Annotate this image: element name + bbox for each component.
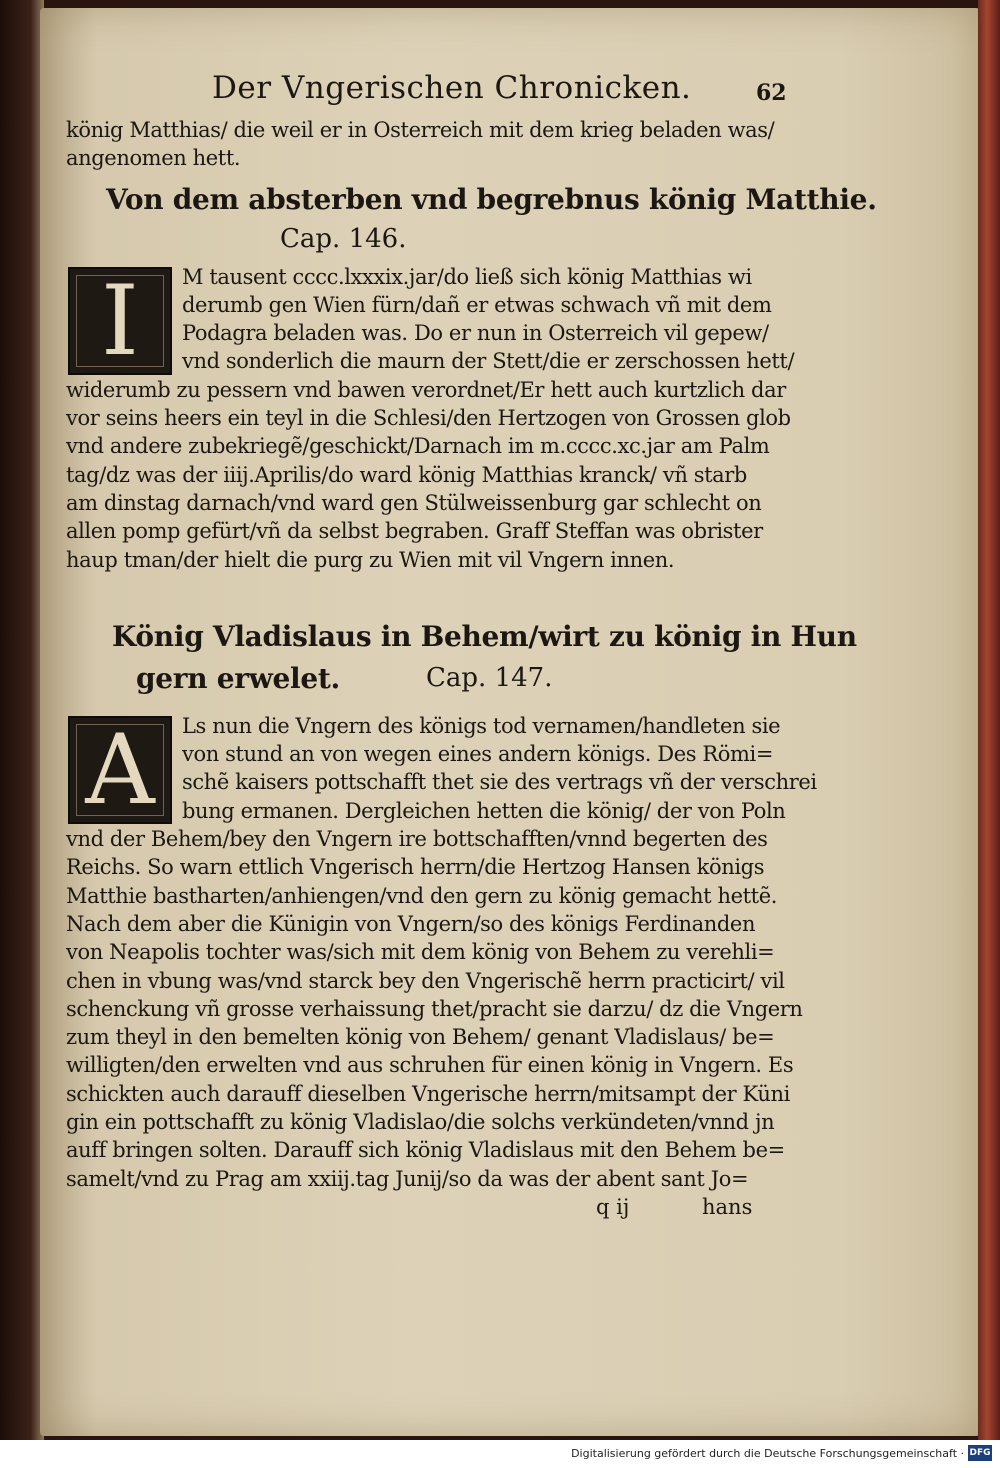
text-line: Nach dem aber die Künigin von Vngern/so des königs Ferdinanden — [66, 911, 756, 936]
page-header — [66, 70, 796, 116]
text-line: M tausent cccc.lxxxix.jar/do ließ sich könig Matthias wi — [182, 264, 752, 289]
text-line: haup tman/der hielt die purg zu Wien mit vil Vngern innen. — [66, 547, 675, 572]
text-line: auff bringen solten. Darauff sich könig Vladislaus mit den Behem be= — [66, 1138, 785, 1163]
text-line: allen pomp gefürt/vñ da selbst begraben. Graff Steffan was obrister — [66, 519, 763, 544]
text-line: samelt/vnd zu Prag am xxiij.tag Junij/so da was der abent sant Jo= — [66, 1166, 749, 1191]
text-line: tag/dz was der iiij.Aprilis/do ward könig Matthias kranck/ vñ starb — [66, 462, 747, 487]
chapter-heading: Von dem absterben vnd begrebnus könig Matthie. — [106, 182, 877, 216]
text-line: vnd der Behem/bey den Vngern ire bottschafften/vnnd begerten des — [66, 827, 768, 852]
text-line: widerumb zu pessern vnd bawen verordnet/Er hett auch kurtzlich dar — [66, 377, 786, 402]
red-page-edge — [978, 0, 1000, 1440]
text-line: Podagra beladen was. Do er nun in Osterreich vil gepew/ — [182, 321, 769, 346]
text-line: vnd andere zubekriegẽ/geschickt/Darnach im m.cccc.xc.jar am Palm — [66, 434, 770, 459]
text-line: derumb gen Wien fürn/dañ er etwas schwach vñ mit dem — [182, 292, 772, 317]
text-line: vor seins heers ein teyl in die Schlesi/den Hertzogen von Grossen glob — [66, 406, 791, 431]
chapter-147 — [66, 616, 857, 1223]
text-line: schẽ kaisers pottschafft thet sie des vertrags vñ der verschrei — [182, 770, 817, 795]
folio-number: 62 — [756, 80, 787, 106]
text-line: von Neapolis tochter was/sich mit dem könig von Behem zu verehli= — [66, 940, 775, 965]
decorated-initial-a: A — [68, 716, 172, 824]
signature-line — [66, 1193, 796, 1223]
chapter-heading: König Vladislaus in Behem/wirt zu könig in Hun — [112, 619, 857, 653]
top-lines — [66, 116, 796, 173]
chapter-paragraph — [66, 712, 817, 1193]
dfg-logo-icon: DFG — [968, 1445, 992, 1461]
text-line: schickten auch darauff dieselben Vngerische herrn/mitsampt der Küni — [66, 1081, 790, 1106]
text-line: zum theyl in den bemelten könig von Behem/ genant Vladislaus/ be= — [66, 1025, 775, 1050]
digitization-footer — [0, 1440, 1000, 1468]
chapter-number: Cap. 147. — [426, 662, 553, 693]
decorated-initial-i: I — [68, 267, 172, 375]
running-head: Der Vngerischen Chronicken. — [212, 70, 692, 106]
text-line: Reichs. So warn ettlich Vngerisch herrn/die Hertzog Hansen königs — [66, 855, 765, 880]
chapter-number: Cap. 146. — [280, 223, 407, 254]
funding-credit: Digitalisierung gefördert durch die Deutsche Forschungsgemeinschaft · — [571, 1447, 964, 1460]
signature-mark: q ij — [596, 1194, 630, 1219]
text-line: Ls nun die Vngern des königs tod vernamen/handleten sie — [182, 713, 781, 738]
chapter-146 — [66, 179, 877, 574]
chapter-paragraph — [66, 263, 796, 574]
text-line: könig Matthias/ die weil er in Osterreich mit dem krieg beladen was/ — [66, 118, 775, 142]
text-line: willigten/den erwelten vnd aus schruhen für einen könig in Vngern. Es — [66, 1053, 794, 1078]
text-line: von stund an von wegen eines andern königs. Des Römi= — [182, 742, 774, 767]
text-line: chen in vbung was/vnd starck bey den Vngerischẽ herrn practicirt/ vil — [66, 968, 785, 993]
text-line: gin ein pottschafft zu könig Vladislao/die solchs verkündeten/vnnd jn — [66, 1110, 775, 1135]
catchword: hans — [702, 1194, 753, 1219]
text-line: am dinstag darnach/vnd ward gen Stülweissenburg gar schlecht on — [66, 490, 762, 515]
text-line: schenckung vñ grosse verhaissung thet/pracht sie darzu/ dz die Vngern — [66, 996, 803, 1021]
chapter-heading-second-line — [66, 658, 796, 698]
text-line: bung ermanen. Dergleichen hetten die könig/ der von Poln — [182, 798, 786, 823]
book-binding-shadow — [0, 0, 44, 1440]
text-line: Matthie bastharten/anhiengen/vnd den gern zu könig gemacht hettẽ. — [66, 883, 777, 908]
page-content — [66, 70, 877, 1223]
text-line: vnd sonderlich die maurn der Stett/die er zerschossen hett/ — [182, 349, 795, 374]
text-line: angenomen hett. — [66, 146, 241, 171]
chapter-heading-continuation: gern erwelet. — [136, 661, 340, 695]
